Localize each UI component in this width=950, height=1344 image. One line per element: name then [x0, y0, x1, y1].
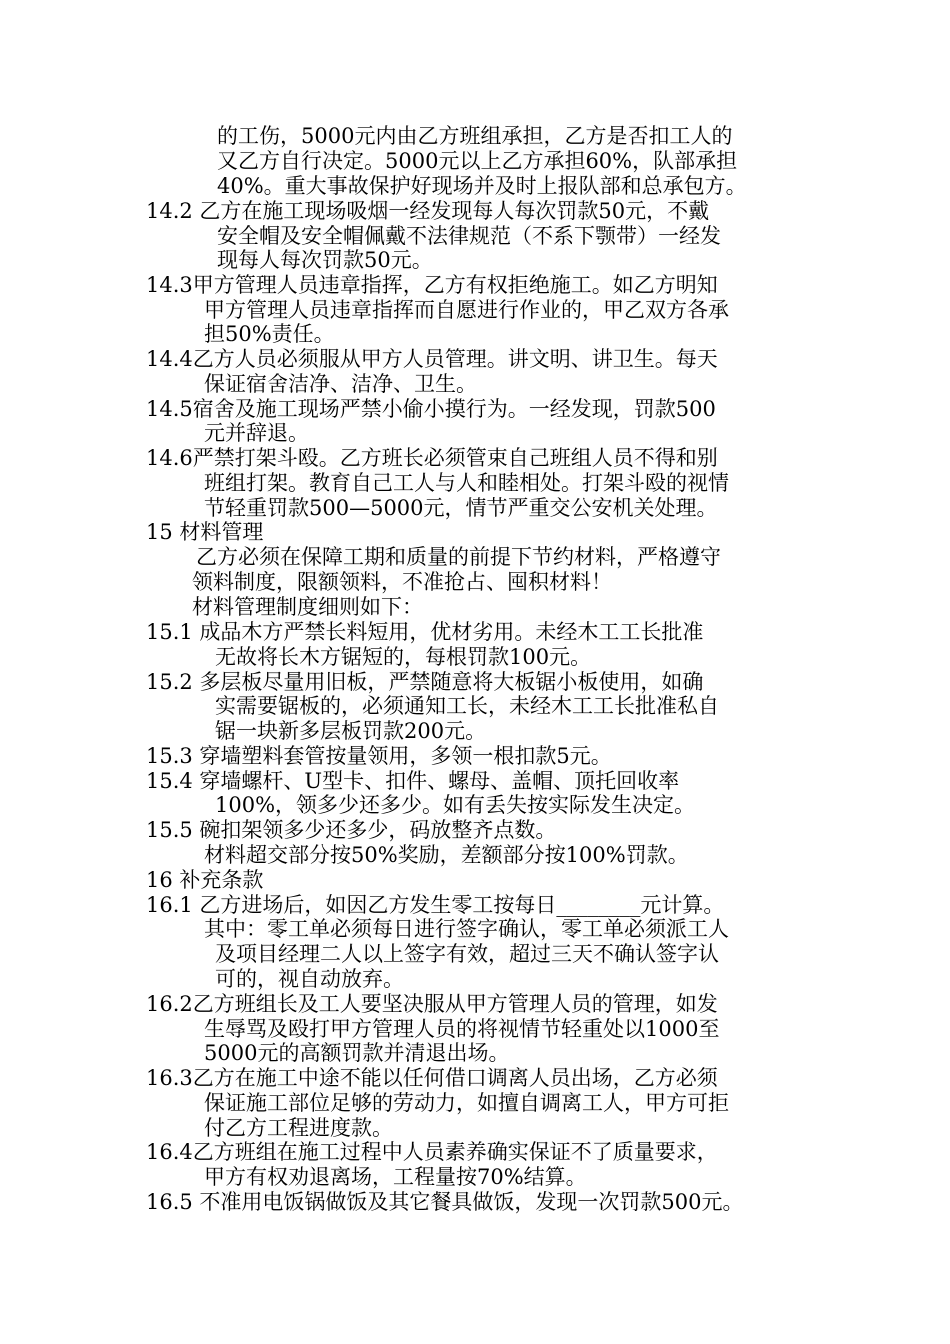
- text-line: 又乙方自行决定。5000元以上乙方承担60%，队部承担: [217, 149, 738, 173]
- clause-16-3: 16.3乙方在施工中途不能以任何借口调离人员出场，乙方必须: [146, 1066, 718, 1090]
- text-line: 安全帽及安全帽佩戴不法律规范（不系下颚带）一经发: [217, 224, 721, 248]
- text-line: 保证施工部位足够的劳动力，如擅自调离工人，甲方可拒: [204, 1091, 729, 1115]
- section-15-heading: 15 材料管理: [146, 520, 264, 544]
- text-line: 生辱骂及殴打甲方管理人员的将视情节轻重处以1000至: [204, 1017, 720, 1041]
- text-line: 保证宿舍洁净、洁净、卫生。: [204, 372, 477, 396]
- text-line: 及项目经理二人以上签字有效，超过三天不确认签字认: [215, 942, 719, 966]
- text-line: 元并辞退。: [204, 421, 309, 445]
- text-line: 其中：零工单必须每日进行签字确认，零工单必须派工人: [204, 917, 729, 941]
- text-line: 锯一块新多层板罚款200元。: [215, 719, 487, 743]
- text-line: 甲方有权劝退离场，工程量按70%结算。: [204, 1165, 587, 1189]
- text-line: 材料管理制度细则如下：: [192, 595, 423, 619]
- clause-15-3: 15.3 穿墙塑料套管按量领用，多领一根扣款5元。: [146, 744, 612, 768]
- clause-14-6: 14.6严禁打架斗殴。乙方班长必须管束自己班组人员不得和别: [146, 446, 718, 470]
- text-line: 现每人每次罚款50元。: [217, 248, 433, 272]
- text-line: 节轻重罚款500—5000元，情节严重交公安机关处理。: [204, 496, 718, 520]
- text-line: 5000元的高额罚款并清退出场。: [204, 1041, 510, 1065]
- clause-15-4: 15.4 穿墙螺杆、U型卡、扣件、螺母、盖帽、顶托回收率: [146, 769, 680, 793]
- text-line: 40%。重大事故保护好现场并及时上报队部和总承包方。: [217, 174, 747, 198]
- section-16-heading: 16 补充条款: [146, 868, 264, 892]
- clause-15-1: 15.1 成品木方严禁长料短用，优材劣用。未经木工工长批准: [146, 620, 704, 644]
- clause-14-4: 14.4乙方人员必须服从甲方人员管理。讲文明、讲卫生。每天: [146, 347, 718, 371]
- clause-15-5: 15.5 碗扣架领多少还多少，码放整齐点数。: [146, 818, 557, 842]
- text-line: 班组打架。教育自己工人与人和睦相处。打架斗殴的视情: [204, 471, 729, 495]
- text-line: 无故将长木方锯短的，每根罚款100元。: [215, 645, 592, 669]
- text-line: 的工伤，5000元内由乙方班组承担，乙方是否扣工人的: [217, 124, 733, 148]
- text-line: 领料制度，限额领料，不准抢占、囤积材料！: [192, 570, 612, 594]
- clause-16-1: 16.1 乙方进场后，如因乙方发生零工按每日________元计算。: [146, 893, 725, 917]
- text-line: 甲方管理人员违章指挥而自愿进行作业的，甲乙双方各承: [204, 298, 729, 322]
- clause-16-4: 16.4乙方班组在施工过程中人员素养确实保证不了质量要求，: [146, 1140, 718, 1164]
- clause-15-2: 15.2 多层板尽量用旧板，严禁随意将大板锯小板使用，如确: [146, 670, 704, 694]
- clause-14-3: 14.3甲方管理人员违章指挥，乙方有权拒绝施工。如乙方明知: [146, 273, 718, 297]
- text-line: 担50%责任。: [204, 322, 335, 346]
- text-line: 材料超交部分按50%奖励，差额部分按100%罚款。: [204, 843, 689, 867]
- clause-14-2: 14.2 乙方在施工现场吸烟一经发现每人每次罚款50元，不戴: [146, 199, 710, 223]
- text-line: 付乙方工程进度款。: [204, 1116, 393, 1140]
- text-line: 乙方必须在保障工期和质量的前提下节约材料，严格遵守: [196, 545, 721, 569]
- text-line: 可的，视自动放弃。: [215, 967, 404, 991]
- clause-16-2: 16.2乙方班组长及工人要坚决服从甲方管理人员的管理，如发: [146, 992, 718, 1016]
- clause-16-5: 16.5 不准用电饭锅做饭及其它餐具做饭，发现一次罚款500元。: [146, 1190, 744, 1214]
- text-line: 实需要锯板的，必须通知工长，未经木工工长批准私自: [215, 694, 719, 718]
- clause-14-5: 14.5宿舍及施工现场严禁小偷小摸行为。一经发现，罚款500: [146, 397, 716, 421]
- text-line: 100%，领多少还多少。如有丢失按实际发生决定。: [215, 793, 696, 817]
